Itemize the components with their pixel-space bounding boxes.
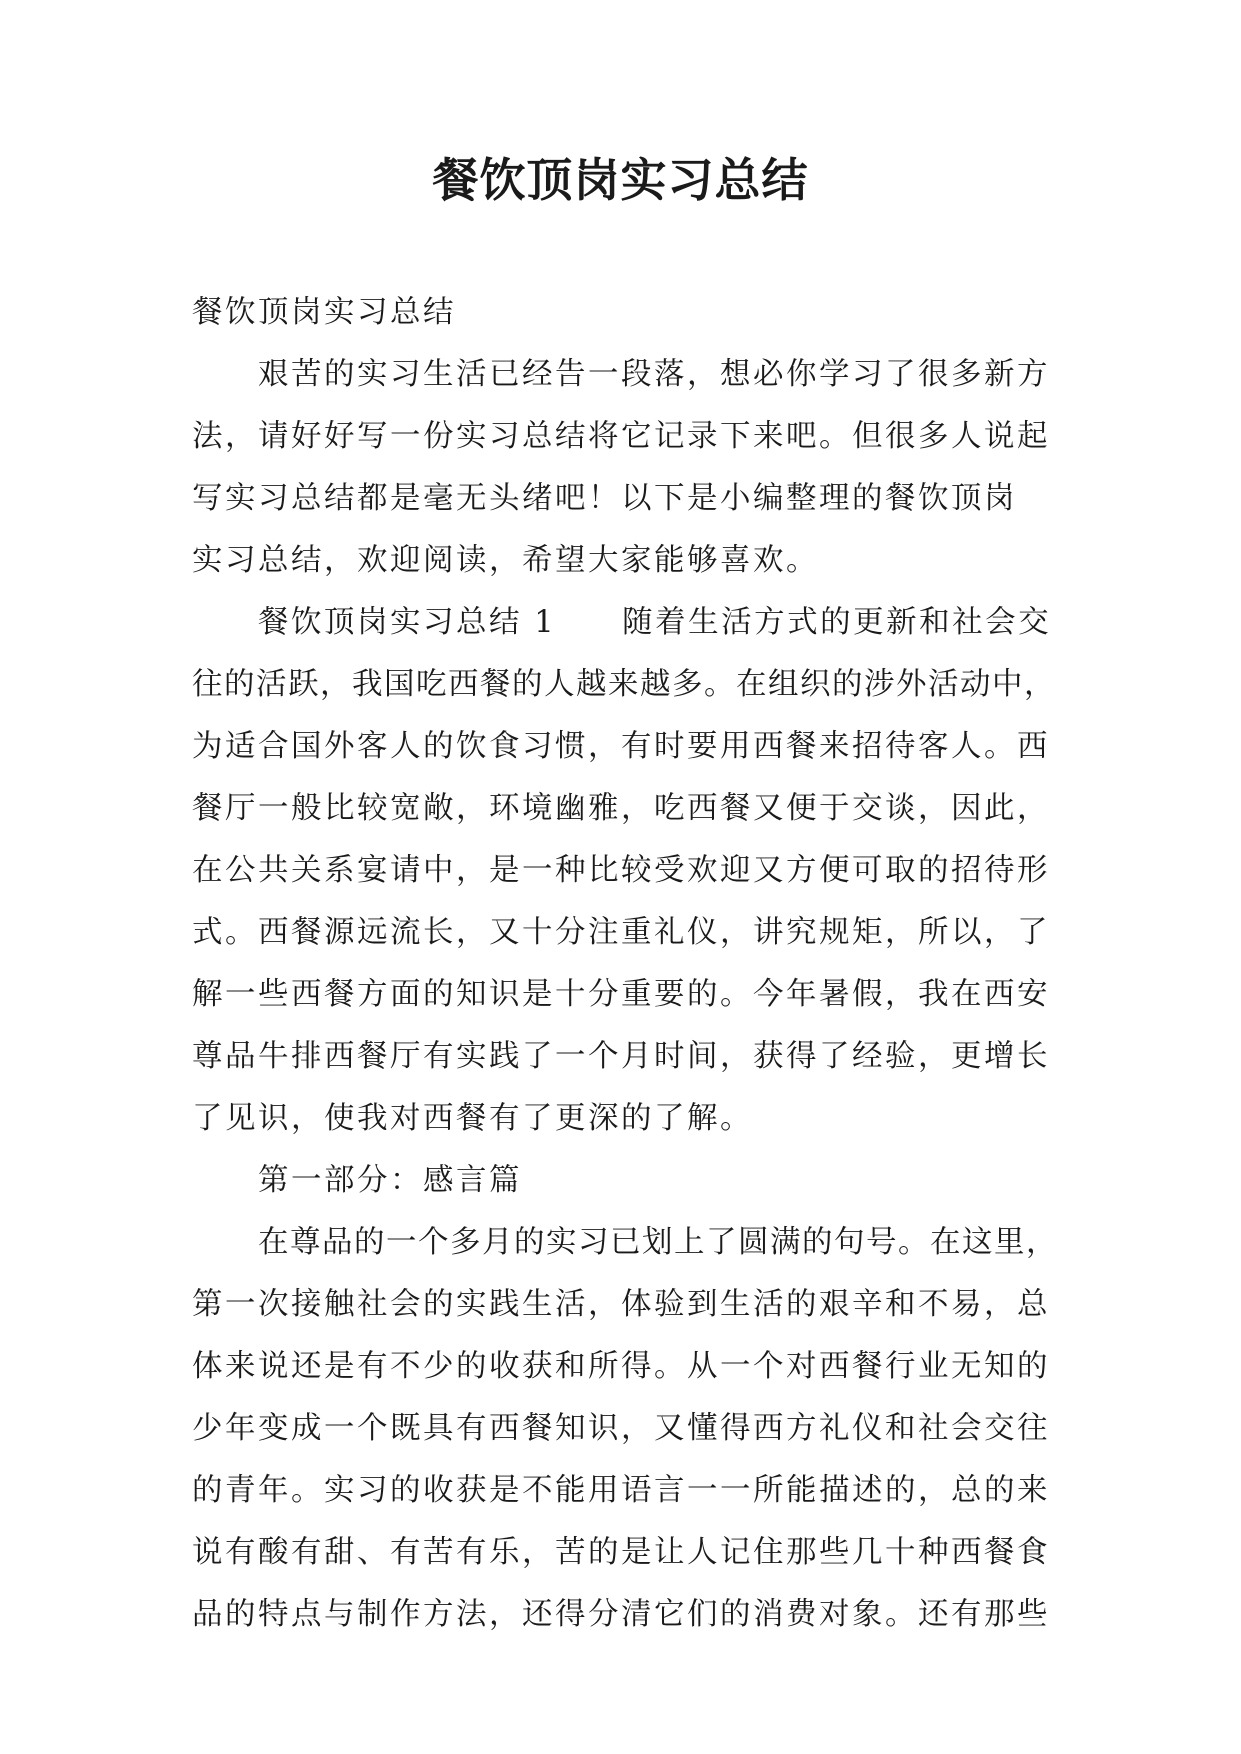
document-body [192, 282, 1060, 1646]
document-title: 餐饮顶岗实习总结 [432, 153, 809, 207]
text-line: 餐饮顶岗实习总结 1 随着生活方式的更新和社会交 [258, 605, 1052, 640]
text-line: 往的活跃，我国吃西餐的人越来越多。在组织的涉外活动中， [192, 667, 1056, 702]
text-line: 在尊品的一个多月的实习已划上了圆满的句号。在这里， [258, 1225, 1058, 1260]
text-line: 说有酸有甜、有苦有乐，苦的是让人记住那些几十种西餐食 [192, 1535, 1050, 1570]
text-line: 解一些西餐方面的知识是十分重要的。今年暑假，我在西安 [192, 977, 1050, 1012]
text-line: 尊品牛排西餐厅有实践了一个月时间，获得了经验，更增长 [192, 1039, 1050, 1074]
text-line: 品的特点与制作方法，还得分清它们的消费对象。还有那些 [192, 1597, 1050, 1632]
text-line: 为适合国外客人的饮食习惯，有时要用西餐来招待客人。西 [192, 729, 1050, 764]
text-line: 体来说还是有不少的收获和所得。从一个对西餐行业无知的 [192, 1349, 1050, 1384]
text-line: 式。西餐源远流长，又十分注重礼仪，讲究规矩，所以，了 [192, 915, 1050, 950]
text-line: 艰苦的实习生活已经告一段落，想必你学习了很多新方 [258, 357, 1050, 392]
text-line: 实习总结，欢迎阅读，希望大家能够喜欢。 [192, 543, 819, 578]
text-line: 少年变成一个既具有西餐知识，又懂得西方礼仪和社会交往 [192, 1411, 1050, 1446]
text-line: 餐厅一般比较宽敞，环境幽雅，吃西餐又便于交谈，因此， [192, 791, 1050, 826]
text-line: 餐饮顶岗实习总结 [192, 295, 456, 330]
text-line: 第一次接触社会的实践生活，体验到生活的艰辛和不易，总 [192, 1287, 1050, 1322]
text-line: 了见识，使我对西餐有了更深的了解。 [192, 1101, 753, 1136]
text-line: 的青年。实习的收获是不能用语言一一所能描述的，总的来 [192, 1473, 1050, 1508]
text-line: 写实习总结都是毫无头绪吧！以下是小编整理的餐饮顶岗 [192, 481, 1017, 516]
text-line: 第一部分：感言篇 [258, 1163, 522, 1198]
text-line: 法，请好好写一份实习总结将它记录下来吧。但很多人说起 [192, 419, 1050, 454]
text-line: 在公共关系宴请中，是一种比较受欢迎又方便可取的招待形 [192, 853, 1050, 888]
